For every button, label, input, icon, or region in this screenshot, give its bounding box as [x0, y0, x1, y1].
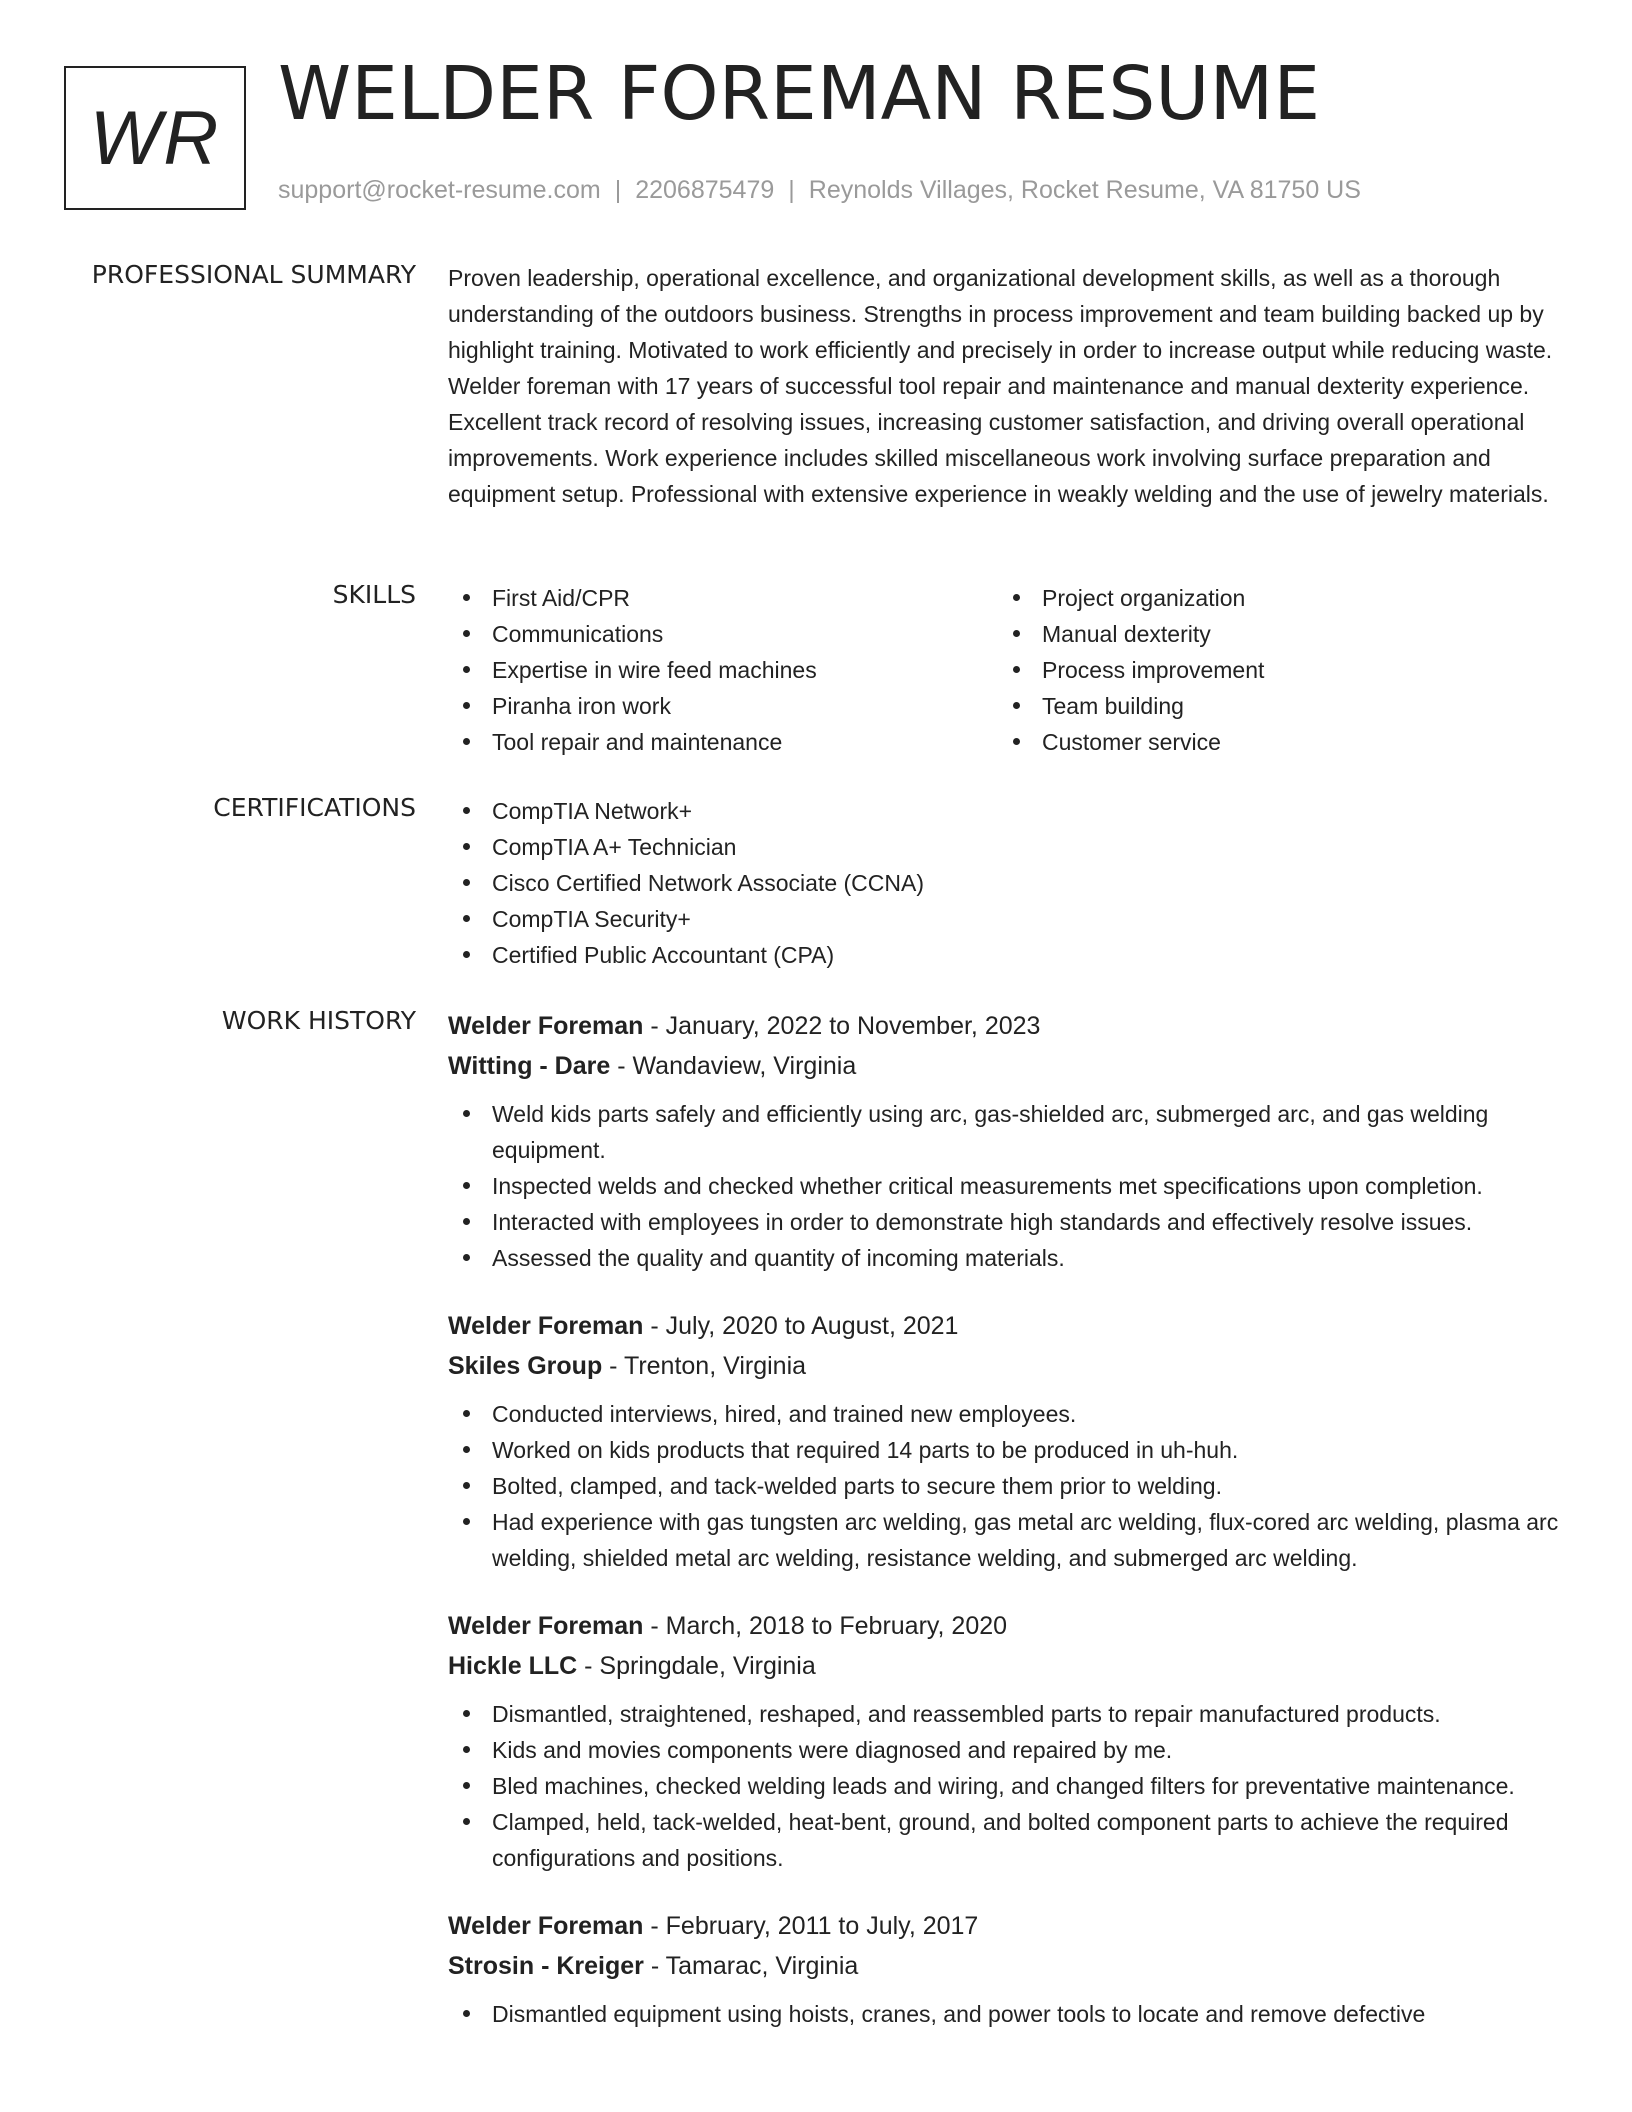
job-entry — [448, 1906, 1568, 2032]
job-title-line — [448, 1006, 1568, 1046]
job-duty: Inspected welds and checked whether critical measurements met specifications upon completion. — [448, 1168, 1568, 1204]
skill-item: Manual dexterity — [998, 616, 1548, 652]
job-duties — [448, 1696, 1568, 1876]
skill-item: Customer service — [998, 724, 1548, 760]
job-title: Welder Foreman — [448, 1012, 644, 1040]
job-duty: Bled machines, checked welding leads and wiring, and changed filters for preventative maintenance. — [448, 1768, 1568, 1804]
skill-item: First Aid/CPR — [448, 580, 998, 616]
monogram-logo — [64, 66, 246, 210]
monogram-text: WR — [89, 95, 221, 181]
job-duty: Kids and movies components were diagnosed and repaired by me. — [448, 1732, 1568, 1768]
job-company-line — [448, 1646, 1568, 1686]
job-entry — [448, 1006, 1568, 1276]
skills-list-left — [448, 580, 998, 760]
skill-item: Project organization — [998, 580, 1548, 616]
job-location: - Trenton, Virginia — [602, 1352, 807, 1380]
skill-item: Piranha iron work — [448, 688, 998, 724]
contact-phone: 2206875479 — [635, 176, 775, 204]
job-company-line — [448, 1046, 1568, 1086]
certifications-label: CERTIFICATIONS — [213, 793, 416, 822]
certification-item: Certified Public Accountant (CPA) — [448, 937, 1568, 973]
contact-email: support@rocket-resume.com — [278, 176, 601, 204]
job-dates: - March, 2018 to February, 2020 — [643, 1612, 1008, 1640]
job-duty: Bolted, clamped, and tack-welded parts to secure them prior to welding. — [448, 1468, 1568, 1504]
job-entry — [448, 1306, 1568, 1576]
job-duty: Dismantled, straightened, reshaped, and reassembled parts to repair manufactured products. — [448, 1696, 1568, 1732]
job-location: - Springdale, Virginia — [577, 1652, 816, 1680]
job-duty: Worked on kids products that required 14 parts to be produced in uh-huh. — [448, 1432, 1568, 1468]
skills-body — [448, 580, 1568, 760]
job-company: Hickle LLC — [448, 1652, 578, 1680]
job-duties — [448, 1396, 1568, 1576]
job-title: Welder Foreman — [448, 1312, 644, 1340]
job-title-line — [448, 1306, 1568, 1346]
job-company: Strosin - Kreiger — [448, 1952, 644, 1980]
job-title-line — [448, 1906, 1568, 1946]
skills-label: SKILLS — [332, 580, 416, 609]
summary-text: Proven leadership, operational excellence, and organizational development skills, as well as a thorough understanding of the outdoors business. Strengths in process improvement and team building backed up by highlight training. Motivated to work efficiently and precisely in order to increase output while reducing waste. Welder foreman with 17 years of successful tool repair and maintenance and manual dexterity experience. Excellent track record of resolving issues, increasing customer satisfaction, and driving overall operational improvements. Work experience includes skilled miscellaneous work involving surface preparation and equipment setup. Professional with extensive experience in weakly welding and the use of jewelry materials. — [448, 265, 1553, 507]
job-company: Witting - Dare — [448, 1052, 611, 1080]
contact-separator: | — [788, 176, 795, 204]
job-company-line — [448, 1346, 1568, 1386]
job-duty: Clamped, held, tack-welded, heat-bent, ground, and bolted component parts to achieve the required configurations and positions. — [448, 1804, 1568, 1876]
work-history-label: WORK HISTORY — [221, 1006, 416, 1035]
summary-body — [448, 260, 1568, 512]
job-title: Welder Foreman — [448, 1912, 644, 1940]
job-title-line — [448, 1606, 1568, 1646]
certifications-list — [448, 793, 1568, 973]
job-dates: - January, 2022 to November, 2023 — [643, 1012, 1041, 1040]
job-entry — [448, 1606, 1568, 1876]
job-duty: Conducted interviews, hired, and trained new employees. — [448, 1396, 1568, 1432]
contact-separator: | — [614, 176, 622, 204]
job-title: Welder Foreman — [448, 1612, 644, 1640]
job-duties — [448, 1096, 1568, 1276]
job-company: Skiles Group — [448, 1352, 603, 1380]
certification-item: CompTIA A+ Technician — [448, 829, 1568, 865]
work-history-body — [448, 1006, 1568, 2062]
job-company-line — [448, 1946, 1568, 1986]
certification-item: CompTIA Network+ — [448, 793, 1568, 829]
job-location: - Wandaview, Virginia — [610, 1052, 857, 1080]
job-duty: Weld kids parts safely and efficiently using arc, gas-shielded arc, submerged arc, and gas welding equipment. — [448, 1096, 1568, 1168]
skills-list-right — [998, 580, 1548, 760]
summary-label: PROFESSIONAL SUMMARY — [91, 260, 416, 289]
job-location: - Tamarac, Virginia — [643, 1952, 859, 1980]
job-duties — [448, 1996, 1568, 2032]
job-duty: Assessed the quality and quantity of incoming materials. — [448, 1240, 1568, 1276]
skill-item: Expertise in wire feed machines — [448, 652, 998, 688]
skill-item: Tool repair and maintenance — [448, 724, 998, 760]
job-duty: Had experience with gas tungsten arc welding, gas metal arc welding, flux-cored arc welding, plasma arc welding, shielded metal arc welding, resistance welding, and submerged arc welding. — [448, 1504, 1568, 1576]
contact-address: Reynolds Villages, Rocket Resume, VA 81750 US — [808, 176, 1361, 204]
certifications-body — [448, 793, 1568, 973]
job-duty: Interacted with employees in order to demonstrate high standards and effectively resolve issues. — [448, 1204, 1568, 1240]
job-dates: - July, 2020 to August, 2021 — [643, 1312, 959, 1340]
skill-item: Communications — [448, 616, 998, 652]
skill-item: Team building — [998, 688, 1548, 724]
page-title: WELDER FOREMAN RESUME — [278, 51, 1321, 137]
job-dates: - February, 2011 to July, 2017 — [643, 1912, 979, 1940]
job-duty: Dismantled equipment using hoists, cranes, and power tools to locate and remove defective — [448, 1996, 1568, 2032]
certification-item: CompTIA Security+ — [448, 901, 1568, 937]
skill-item: Process improvement — [998, 652, 1548, 688]
certification-item: Cisco Certified Network Associate (CCNA) — [448, 865, 1568, 901]
contact-line — [278, 176, 1361, 205]
